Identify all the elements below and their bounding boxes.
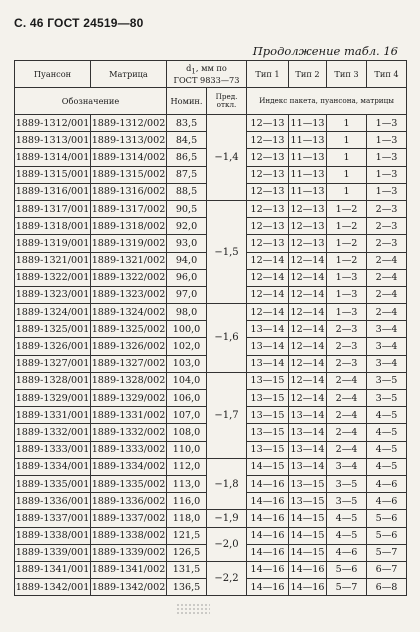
- index-type1: 12—13: [247, 235, 289, 252]
- die-designation: 1889-1335/002: [91, 475, 167, 492]
- index-type3: 1: [327, 132, 367, 149]
- nominal-diameter: 96,0: [167, 269, 207, 286]
- index-type1: 12—14: [247, 269, 289, 286]
- nominal-diameter: 131,5: [167, 561, 207, 578]
- punch-designation: 1889-1324/001: [15, 304, 91, 321]
- index-type4: 2—4: [367, 286, 407, 303]
- punch-designation: 1889-1316/001: [15, 183, 91, 200]
- die-designation: 1889-1319/002: [91, 235, 167, 252]
- nominal-diameter: 100,0: [167, 321, 207, 338]
- index-type2: 12—14: [289, 269, 327, 286]
- table-continuation-caption: Продолжение табл. 16: [252, 44, 398, 58]
- index-type4: 2—3: [367, 235, 407, 252]
- punch-designation: 1889-1333/001: [15, 441, 91, 458]
- index-type4: 1—3: [367, 166, 407, 183]
- index-type4: 6—8: [367, 579, 407, 596]
- index-type2: 12—14: [289, 286, 327, 303]
- index-type1: 13—15: [247, 407, 289, 424]
- limit-deviation: −1,8: [207, 458, 247, 510]
- punch-designation: 1889-1331/001: [15, 407, 91, 424]
- die-designation: 1889-1333/002: [91, 441, 167, 458]
- table-row: [15, 115, 407, 132]
- col-header-type1: Тип 1: [247, 61, 289, 88]
- punch-designation: 1889-1312/001: [15, 115, 91, 132]
- limit-deviation: −1,6: [207, 304, 247, 373]
- diameter-units: , мм по: [195, 62, 227, 73]
- nominal-diameter: 84,5: [167, 132, 207, 149]
- table-row: [15, 200, 407, 217]
- punch-designation: 1889-1317/001: [15, 200, 91, 217]
- index-type1: 12—14: [247, 286, 289, 303]
- punch-designation: 1889-1338/001: [15, 527, 91, 544]
- specification-table: [14, 60, 407, 596]
- nominal-diameter: 97,0: [167, 286, 207, 303]
- die-designation: 1889-1318/002: [91, 218, 167, 235]
- index-type4: 4—6: [367, 475, 407, 492]
- index-type1: 12—14: [247, 304, 289, 321]
- index-type4: 3—4: [367, 321, 407, 338]
- index-type3: 2—4: [327, 372, 367, 389]
- index-type2: 12—13: [289, 218, 327, 235]
- index-type4: 5—6: [367, 510, 407, 527]
- index-type4: 6—7: [367, 561, 407, 578]
- nominal-diameter: 112,0: [167, 458, 207, 475]
- index-type4: 4—5: [367, 407, 407, 424]
- index-type4: 2—4: [367, 269, 407, 286]
- index-type1: 13—15: [247, 441, 289, 458]
- index-type2: 12—13: [289, 200, 327, 217]
- table-row: [15, 527, 407, 544]
- index-type3: 2—4: [327, 424, 367, 441]
- table-row: [15, 372, 407, 389]
- index-type4: 3—5: [367, 372, 407, 389]
- punch-designation: 1889-1314/001: [15, 149, 91, 166]
- nominal-diameter: 113,0: [167, 475, 207, 492]
- nominal-diameter: 108,0: [167, 424, 207, 441]
- punch-designation: 1889-1318/001: [15, 218, 91, 235]
- index-type4: 2—3: [367, 200, 407, 217]
- die-designation: 1889-1314/002: [91, 149, 167, 166]
- index-type3: 3—4: [327, 458, 367, 475]
- col-header-diameter: [167, 61, 247, 88]
- die-designation: 1889-1312/002: [91, 115, 167, 132]
- die-designation: 1889-1331/002: [91, 407, 167, 424]
- index-type2: 11—13: [289, 132, 327, 149]
- punch-designation: 1889-1315/001: [15, 166, 91, 183]
- punch-designation: 1889-1339/001: [15, 544, 91, 561]
- die-designation: 1889-1323/002: [91, 286, 167, 303]
- nominal-diameter: 88,5: [167, 183, 207, 200]
- index-type4: 4—5: [367, 458, 407, 475]
- punch-designation: 1889-1337/001: [15, 510, 91, 527]
- index-type2: 14—15: [289, 544, 327, 561]
- index-type4: 4—5: [367, 441, 407, 458]
- index-type1: 13—14: [247, 321, 289, 338]
- table-row: [15, 458, 407, 475]
- index-type1: 12—13: [247, 115, 289, 132]
- index-type2: 13—14: [289, 407, 327, 424]
- index-type1: 14—16: [247, 544, 289, 561]
- nominal-diameter: 106,0: [167, 390, 207, 407]
- index-type1: 14—15: [247, 458, 289, 475]
- table-row: [15, 304, 407, 321]
- limit-deviation: −1,4: [207, 115, 247, 201]
- punch-designation: 1889-1325/001: [15, 321, 91, 338]
- index-type4: 1—3: [367, 132, 407, 149]
- index-type1: 13—15: [247, 424, 289, 441]
- index-type3: 5—7: [327, 579, 367, 596]
- die-designation: 1889-1327/002: [91, 355, 167, 372]
- limit-deviation: −1,7: [207, 372, 247, 458]
- col-header-die: Матрица: [91, 61, 167, 88]
- nominal-diameter: 121,5: [167, 527, 207, 544]
- punch-designation: 1889-1329/001: [15, 390, 91, 407]
- index-type2: 12—14: [289, 252, 327, 269]
- index-type3: 1—3: [327, 269, 367, 286]
- punch-designation: 1889-1334/001: [15, 458, 91, 475]
- die-designation: 1889-1324/002: [91, 304, 167, 321]
- index-type3: 3—5: [327, 475, 367, 492]
- nominal-diameter: 102,0: [167, 338, 207, 355]
- index-type1: 14—16: [247, 579, 289, 596]
- diameter-symbol: d: [186, 62, 192, 73]
- index-type3: 1: [327, 166, 367, 183]
- die-designation: 1889-1336/002: [91, 493, 167, 510]
- col-header-nominal: Номин.: [167, 88, 207, 115]
- index-type1: 14—16: [247, 493, 289, 510]
- scan-artifact: [176, 603, 210, 615]
- nominal-diameter: 93,0: [167, 235, 207, 252]
- die-designation: 1889-1338/002: [91, 527, 167, 544]
- nominal-diameter: 110,0: [167, 441, 207, 458]
- diameter-standard: ГОСТ 9833—73: [173, 74, 240, 85]
- index-type1: 12—13: [247, 132, 289, 149]
- index-type2: 13—14: [289, 441, 327, 458]
- index-type3: 1—2: [327, 235, 367, 252]
- limit-deviation: −2,0: [207, 527, 247, 561]
- die-designation: 1889-1328/002: [91, 372, 167, 389]
- col-header-punch: Пуансон: [15, 61, 91, 88]
- index-type4: 3—4: [367, 355, 407, 372]
- index-type1: 14—16: [247, 475, 289, 492]
- index-type4: 3—4: [367, 338, 407, 355]
- index-type4: 1—3: [367, 183, 407, 200]
- die-designation: 1889-1334/002: [91, 458, 167, 475]
- punch-designation: 1889-1328/001: [15, 372, 91, 389]
- index-type2: 13—14: [289, 424, 327, 441]
- index-type1: 12—13: [247, 200, 289, 217]
- die-designation: 1889-1313/002: [91, 132, 167, 149]
- punch-designation: 1889-1322/001: [15, 269, 91, 286]
- index-type2: 12—14: [289, 355, 327, 372]
- index-type2: 12—13: [289, 235, 327, 252]
- limit-deviation: −2,2: [207, 561, 247, 595]
- index-type3: 1—2: [327, 200, 367, 217]
- index-type3: 1—3: [327, 286, 367, 303]
- die-designation: 1889-1315/002: [91, 166, 167, 183]
- index-type1: 12—13: [247, 166, 289, 183]
- col-header-type4: Тип 4: [367, 61, 407, 88]
- index-type3: 1: [327, 115, 367, 132]
- index-type3: 4—5: [327, 527, 367, 544]
- index-type2: 14—16: [289, 561, 327, 578]
- index-type4: 1—3: [367, 115, 407, 132]
- index-type2: 13—15: [289, 493, 327, 510]
- die-designation: 1889-1339/002: [91, 544, 167, 561]
- index-type1: 12—13: [247, 218, 289, 235]
- index-type2: 11—13: [289, 149, 327, 166]
- index-type3: 4—6: [327, 544, 367, 561]
- index-type4: 2—4: [367, 304, 407, 321]
- punch-designation: 1889-1342/001: [15, 579, 91, 596]
- index-type1: 13—14: [247, 338, 289, 355]
- punch-designation: 1889-1335/001: [15, 475, 91, 492]
- table-row: [15, 510, 407, 527]
- die-designation: 1889-1337/002: [91, 510, 167, 527]
- nominal-diameter: 86,5: [167, 149, 207, 166]
- index-type4: 5—6: [367, 527, 407, 544]
- nominal-diameter: 87,5: [167, 166, 207, 183]
- nominal-diameter: 103,0: [167, 355, 207, 372]
- nominal-diameter: 136,5: [167, 579, 207, 596]
- index-type2: 11—13: [289, 166, 327, 183]
- col-header-designation: Обозначение: [15, 88, 167, 115]
- die-designation: 1889-1329/002: [91, 390, 167, 407]
- index-type2: 14—15: [289, 527, 327, 544]
- index-type3: 1: [327, 149, 367, 166]
- table-body: [15, 115, 407, 596]
- index-type1: 14—16: [247, 510, 289, 527]
- punch-designation: 1889-1336/001: [15, 493, 91, 510]
- punch-designation: 1889-1327/001: [15, 355, 91, 372]
- index-type4: 4—6: [367, 493, 407, 510]
- die-designation: 1889-1326/002: [91, 338, 167, 355]
- die-designation: 1889-1342/002: [91, 579, 167, 596]
- index-type1: 14—16: [247, 527, 289, 544]
- index-type2: 11—13: [289, 183, 327, 200]
- index-type3: 2—4: [327, 390, 367, 407]
- index-type3: 1—3: [327, 304, 367, 321]
- index-type1: 13—15: [247, 372, 289, 389]
- nominal-diameter: 92,0: [167, 218, 207, 235]
- nominal-diameter: 126,5: [167, 544, 207, 561]
- index-type4: 3—5: [367, 390, 407, 407]
- index-type3: 1—2: [327, 252, 367, 269]
- index-type2: 14—16: [289, 579, 327, 596]
- die-designation: 1889-1341/002: [91, 561, 167, 578]
- punch-designation: 1889-1313/001: [15, 132, 91, 149]
- index-type1: 14—16: [247, 561, 289, 578]
- index-type4: 2—3: [367, 218, 407, 235]
- index-type3: 2—3: [327, 321, 367, 338]
- index-type1: 12—14: [247, 252, 289, 269]
- nominal-diameter: 90,5: [167, 200, 207, 217]
- index-type3: 2—3: [327, 338, 367, 355]
- col-header-limit-deviation: Пред. откл.: [207, 88, 247, 115]
- index-type3: 2—4: [327, 441, 367, 458]
- index-type2: 14—15: [289, 510, 327, 527]
- table-row: [15, 561, 407, 578]
- nominal-diameter: 98,0: [167, 304, 207, 321]
- index-type2: 12—14: [289, 390, 327, 407]
- punch-designation: 1889-1326/001: [15, 338, 91, 355]
- nominal-diameter: 94,0: [167, 252, 207, 269]
- punch-designation: 1889-1332/001: [15, 424, 91, 441]
- die-designation: 1889-1332/002: [91, 424, 167, 441]
- index-type1: 12—13: [247, 183, 289, 200]
- index-type4: 4—5: [367, 424, 407, 441]
- index-type2: 13—14: [289, 458, 327, 475]
- punch-designation: 1889-1323/001: [15, 286, 91, 303]
- die-designation: 1889-1316/002: [91, 183, 167, 200]
- col-header-type3: Тип 3: [327, 61, 367, 88]
- index-type2: 12—14: [289, 304, 327, 321]
- index-type3: 1: [327, 183, 367, 200]
- index-type2: 12—14: [289, 321, 327, 338]
- index-type1: 13—14: [247, 355, 289, 372]
- index-type3: 2—4: [327, 407, 367, 424]
- index-type3: 3—5: [327, 493, 367, 510]
- die-designation: 1889-1322/002: [91, 269, 167, 286]
- nominal-diameter: 118,0: [167, 510, 207, 527]
- index-type3: 4—5: [327, 510, 367, 527]
- index-type2: 12—14: [289, 372, 327, 389]
- limit-deviation: −1,9: [207, 510, 247, 527]
- nominal-diameter: 104,0: [167, 372, 207, 389]
- die-designation: 1889-1321/002: [91, 252, 167, 269]
- limit-deviation: −1,5: [207, 200, 247, 303]
- col-header-type2: Тип 2: [289, 61, 327, 88]
- nominal-diameter: 116,0: [167, 493, 207, 510]
- index-type1: 13—15: [247, 390, 289, 407]
- punch-designation: 1889-1341/001: [15, 561, 91, 578]
- index-type4: 5—7: [367, 544, 407, 561]
- nominal-diameter: 83,5: [167, 115, 207, 132]
- die-designation: 1889-1325/002: [91, 321, 167, 338]
- col-header-index: Индекс пакета, пуансона, матрицы: [247, 88, 407, 115]
- index-type2: 13—15: [289, 475, 327, 492]
- index-type1: 12—13: [247, 149, 289, 166]
- index-type3: 5—6: [327, 561, 367, 578]
- diameter-subscript: 1: [191, 67, 196, 76]
- index-type3: 2—3: [327, 355, 367, 372]
- die-designation: 1889-1317/002: [91, 200, 167, 217]
- nominal-diameter: 107,0: [167, 407, 207, 424]
- index-type4: 1—3: [367, 149, 407, 166]
- punch-designation: 1889-1319/001: [15, 235, 91, 252]
- index-type2: 11—13: [289, 115, 327, 132]
- punch-designation: 1889-1321/001: [15, 252, 91, 269]
- index-type3: 1—2: [327, 218, 367, 235]
- index-type2: 12—14: [289, 338, 327, 355]
- page-header: С. 46 ГОСТ 24519—80: [14, 16, 144, 30]
- index-type4: 2—4: [367, 252, 407, 269]
